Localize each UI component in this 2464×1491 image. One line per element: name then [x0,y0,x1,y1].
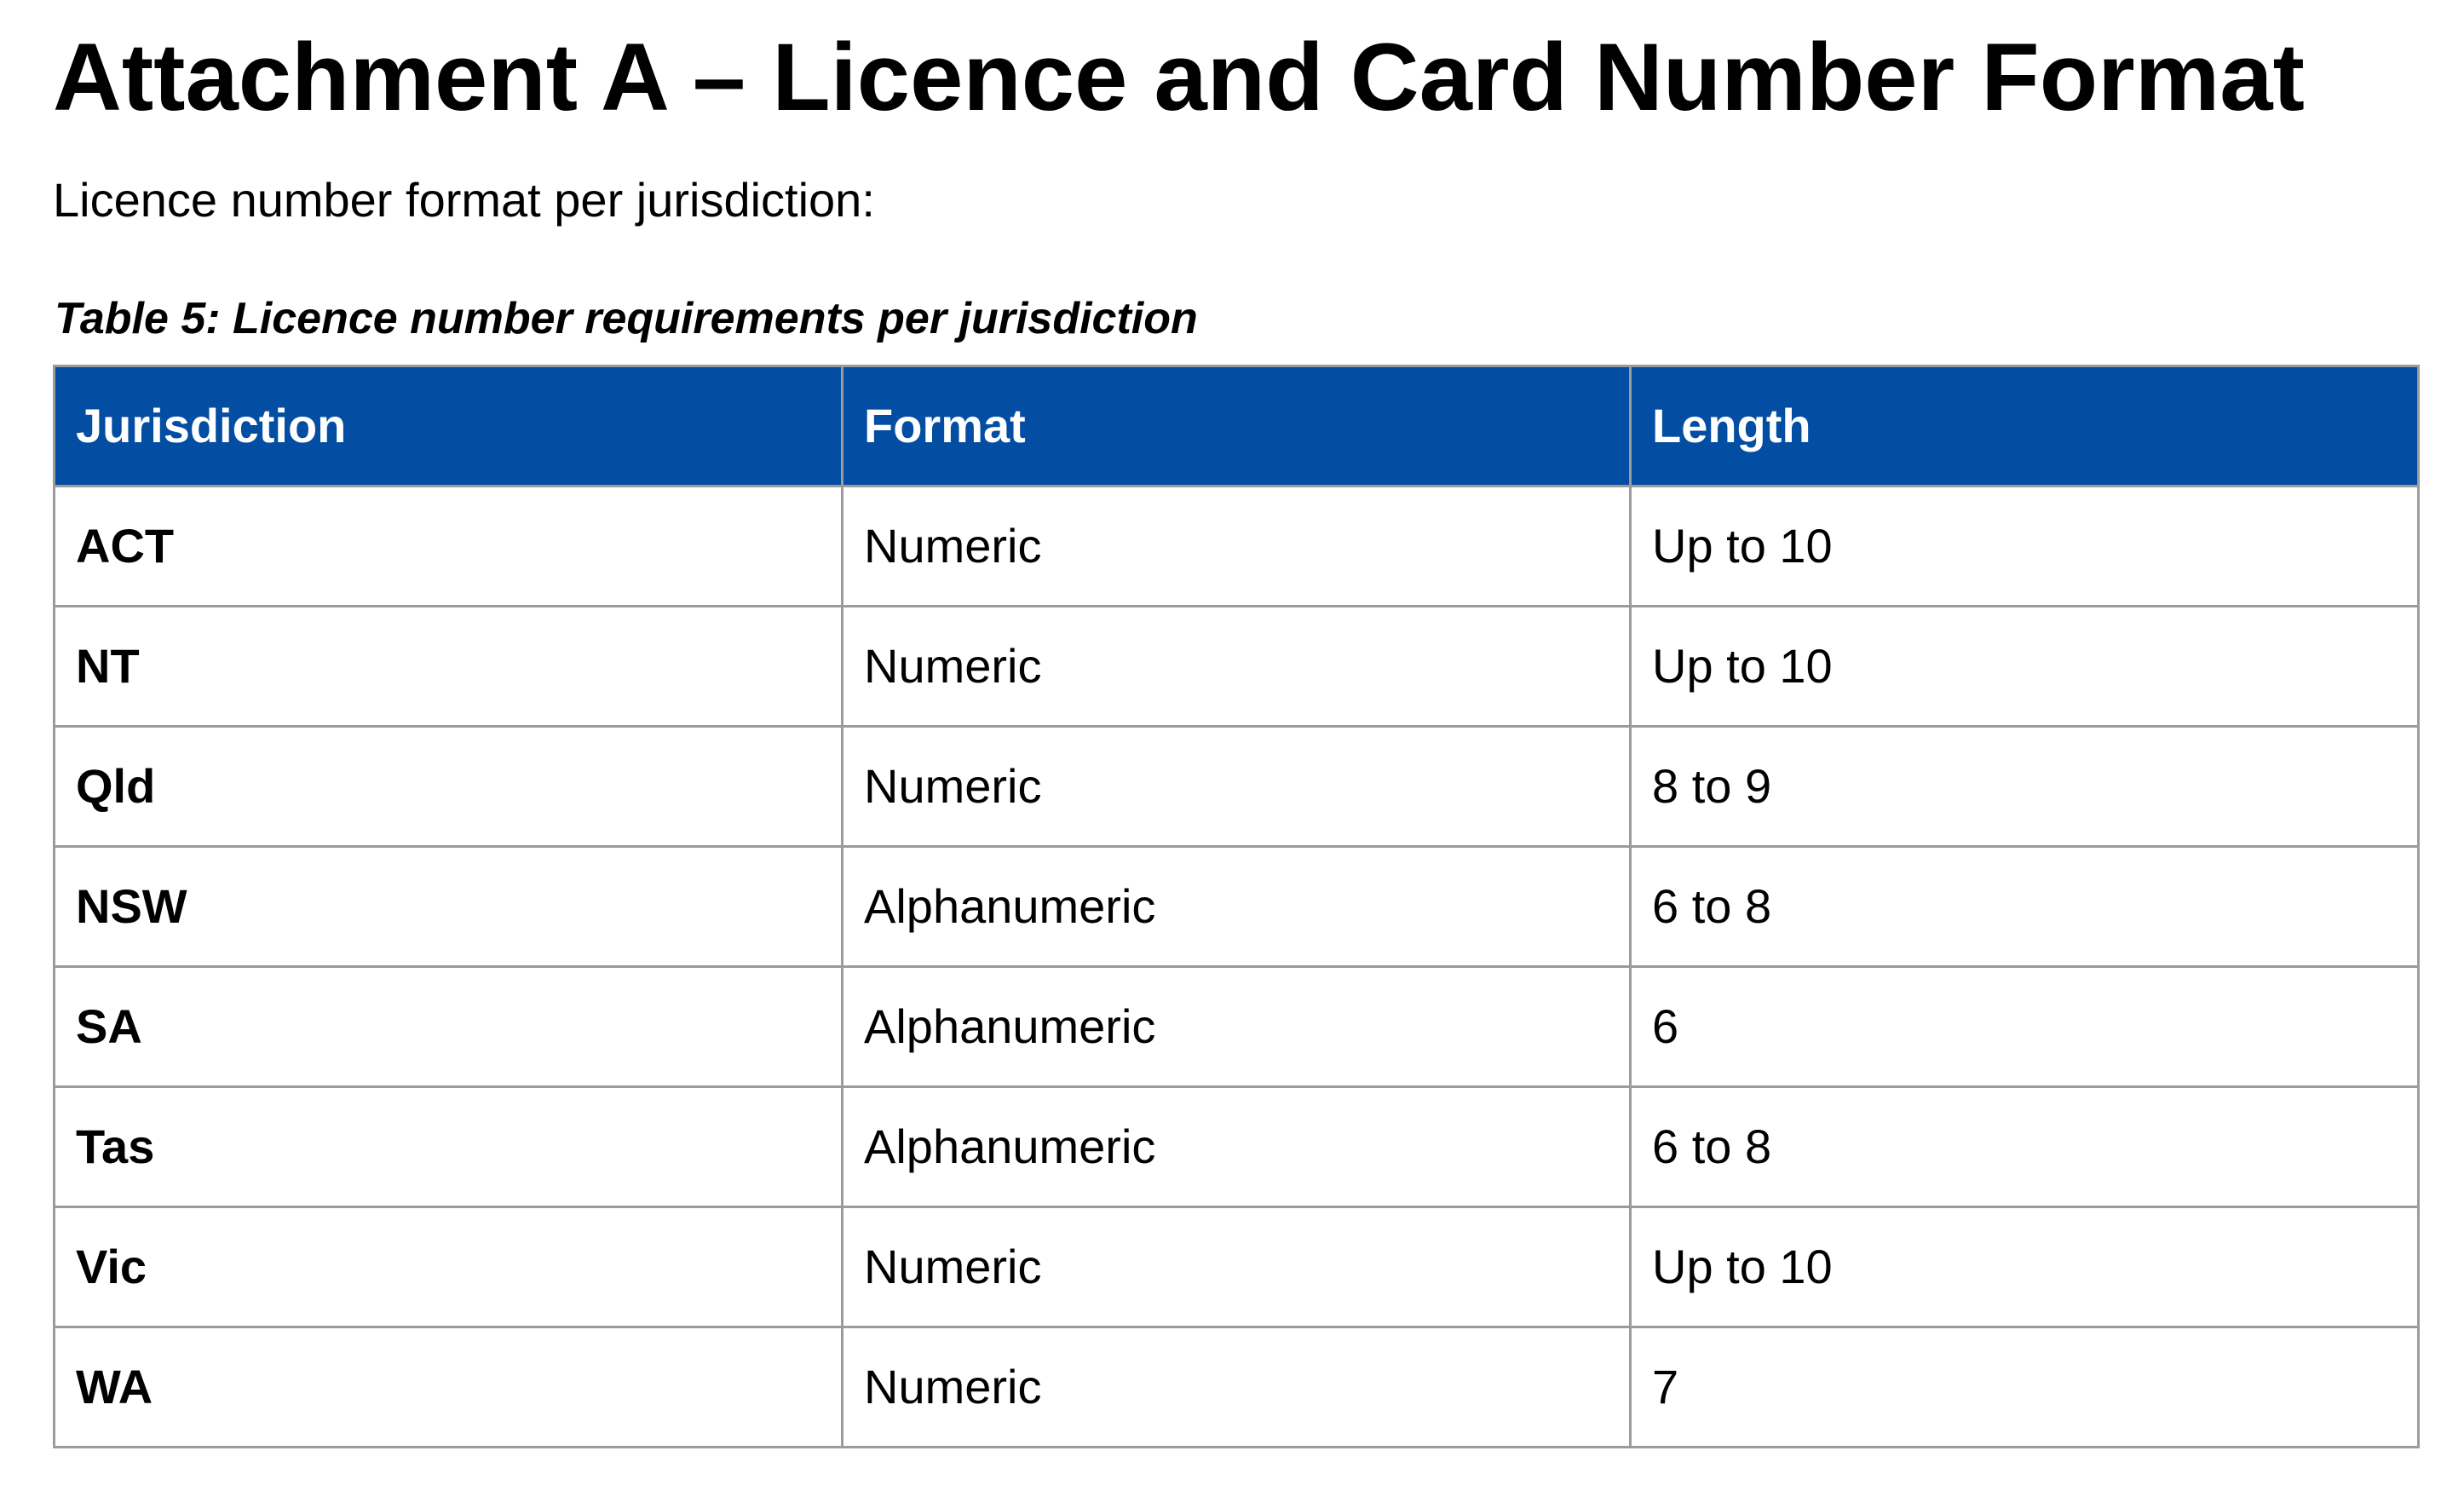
table-row [55,1207,2419,1327]
format-cell: Alphanumeric [843,1087,1631,1207]
table-row [55,486,2419,607]
licence-format-table [53,365,2420,1448]
length-cell: Up to 10 [1631,1207,2419,1327]
length-cell: Up to 10 [1631,607,2419,727]
format-cell: Numeric [843,486,1631,607]
jurisdiction-cell: SA [55,967,843,1087]
format-cell: Numeric [843,1327,1631,1448]
table-row [55,967,2419,1087]
table-row [55,727,2419,847]
table-row [55,1327,2419,1448]
table-caption: Table 5: Licence number requirements per jurisdiction [55,294,1198,343]
table-header-row [55,366,2419,486]
format-cell: Numeric [843,727,1631,847]
length-cell: 6 [1631,967,2419,1087]
table-row [55,607,2419,727]
length-cell: 8 to 9 [1631,727,2419,847]
table-row [55,847,2419,967]
jurisdiction-cell: NSW [55,847,843,967]
column-header-jurisdiction: Jurisdiction [55,366,843,486]
format-cell: Numeric [843,607,1631,727]
jurisdiction-cell: Tas [55,1087,843,1207]
intro-text: Licence number format per jurisdiction: [53,173,875,227]
jurisdiction-cell: WA [55,1327,843,1448]
length-cell: Up to 10 [1631,486,2419,607]
length-cell: 6 to 8 [1631,847,2419,967]
column-header-format: Format [843,366,1631,486]
format-cell: Alphanumeric [843,847,1631,967]
length-cell: 7 [1631,1327,2419,1448]
table-row [55,1087,2419,1207]
jurisdiction-cell: NT [55,607,843,727]
column-header-length: Length [1631,366,2419,486]
page-title: Attachment A – Licence and Card Number Format [53,24,2305,130]
jurisdiction-cell: Vic [55,1207,843,1327]
jurisdiction-cell: Qld [55,727,843,847]
format-cell: Numeric [843,1207,1631,1327]
format-cell: Alphanumeric [843,967,1631,1087]
length-cell: 6 to 8 [1631,1087,2419,1207]
jurisdiction-cell: ACT [55,486,843,607]
